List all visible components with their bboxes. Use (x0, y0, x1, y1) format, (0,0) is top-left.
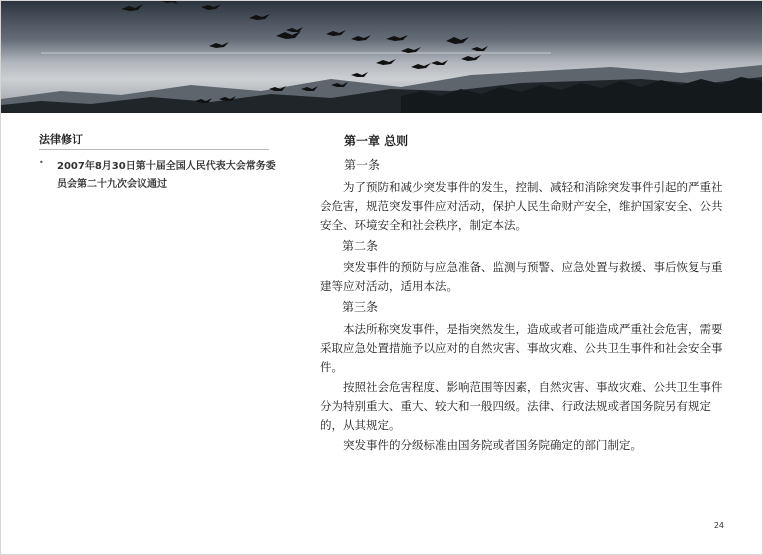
sidebar-item-text: 2007年8月30日第十届全国人民代表大会常务委员会第二十九次会议通过 (57, 161, 276, 190)
page-number: 24 (713, 521, 724, 530)
article-paragraph: 突发事件的分级标准由国务院或者国务院确定的部门制定。 (343, 438, 642, 452)
article-paragraph: 为了预防和减少突发事件的发生，控制、减轻和消除突发事件引起的严重社会危害，规范突发事件应对活动，保护人民生命财产安全，维护国家安全、公共安全、环境安全和社会秩序，制定本法。 (320, 180, 723, 232)
article-paragraph: 突发事件的预防与应急准备、监测与预警、应急处置与救援、事后恢复与重建等应对活动，适用本法。 (320, 260, 723, 293)
article-paragraph: 本法所称突发事件，是指突然发生，造成或者可能造成严重社会危害，需要采取应急处置措施予以应对的自然灾害、事故灾难、公共卫生事件和社会安全事件。 (320, 322, 723, 374)
article-heading: 第二条 (342, 239, 379, 253)
article-paragraph: 按照社会危害程度、影响范围等因素，自然灾害、事故灾难、公共卫生事件分为特别重大、重大、较大和一般四级。法律、行政法规或者国务院另有规定的，从其规定。 (320, 380, 723, 432)
bullet-icon: • (39, 158, 44, 167)
chapter-title: 第一章 总则 (344, 134, 409, 148)
article-heading: 第一条 (344, 158, 381, 172)
geese-over-mountains-image (1, 1, 762, 113)
sidebar-title: 法律修订 (39, 133, 83, 146)
header-banner-image (1, 1, 762, 113)
sidebar-divider (39, 149, 269, 150)
article-heading: 第三条 (342, 300, 379, 314)
